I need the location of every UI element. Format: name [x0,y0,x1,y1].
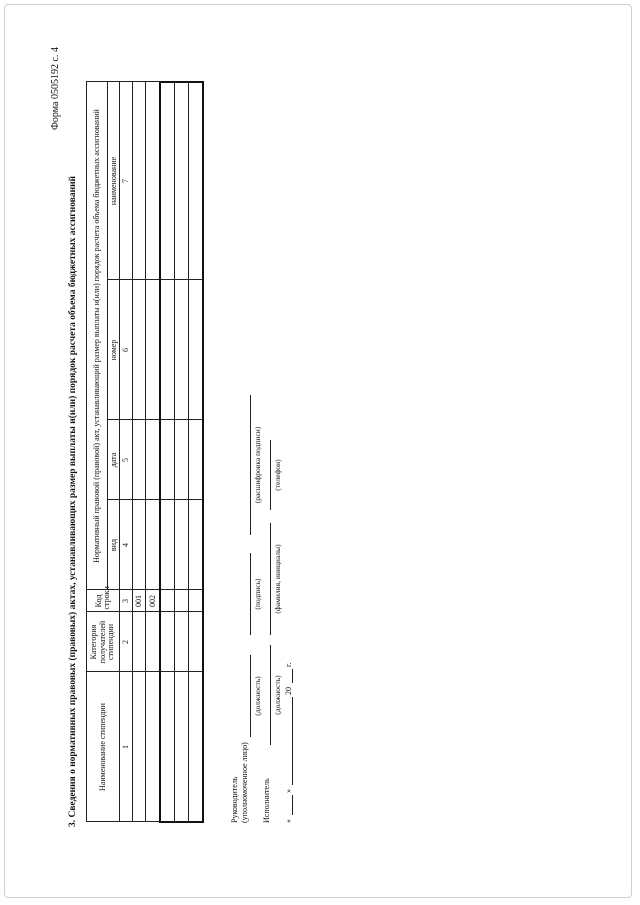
head-decoding-line[interactable] [250,395,251,535]
column-number: 3 [120,590,133,612]
head-label: Руководитель [230,776,239,823]
cell-code: 001 [132,590,146,612]
header-name: Наименование стипендии [87,672,120,822]
executor-phone-line[interactable] [270,440,271,510]
cell-code: 002 [146,590,160,612]
column-number: 1 [120,672,133,822]
cell-kind[interactable] [175,500,189,590]
cell-name[interactable] [132,672,146,822]
head-position-line[interactable] [250,655,251,737]
column-number: 5 [120,420,133,500]
cell-category[interactable] [132,612,146,672]
cell-title[interactable] [189,82,203,280]
table-row [175,82,189,822]
table-row [146,82,160,822]
cell-title[interactable] [132,82,146,280]
cell-code [160,590,174,612]
executor-label: Исполнитель [262,778,271,823]
cell-date[interactable] [160,420,174,500]
header-category: Категория получателей стипендии [87,612,120,672]
executor-position-line[interactable] [270,645,271,745]
cell-title[interactable] [160,82,174,280]
cell-kind[interactable] [146,500,160,590]
cell-name[interactable] [160,672,174,822]
executor-phone-caption: (телефон) [273,459,282,491]
date-year-prefix: 20 [284,687,293,695]
head-signature-caption: (подпись) [253,578,262,610]
cell-date[interactable] [189,420,203,500]
cell-number[interactable] [146,280,160,420]
cell-date[interactable] [146,420,160,500]
header-title: наименование [108,82,120,280]
form-reference: Форма 0505192 с. 4 [50,47,61,130]
cell-category[interactable] [189,612,203,672]
column-number: 7 [120,82,133,280]
cell-number[interactable] [132,280,146,420]
cell-kind[interactable] [189,500,203,590]
date-year-line[interactable] [292,669,293,683]
date-year-suffix: г. [284,662,293,667]
cell-category[interactable] [175,612,189,672]
table-row [160,82,174,822]
cell-code [175,590,189,612]
executor-position-caption: (должность) [273,675,282,715]
cell-kind[interactable] [160,500,174,590]
header-row [87,82,108,822]
cell-category[interactable] [160,612,174,672]
header-kind: вид [108,500,120,590]
cell-title[interactable] [146,82,160,280]
column-numbers-row [120,82,133,822]
date-quote-open: « [284,819,293,823]
section-title: 3. Сведения о нормативных правовых (правовых) актах, устанавливающих размер выплаты и(или) порядок расчета объема бюджетных ассигнований [68,175,78,827]
header-date: дата [108,420,120,500]
cell-name[interactable] [175,672,189,822]
cell-kind[interactable] [132,500,146,590]
head-position-caption: (должность) [253,676,262,716]
column-number: 6 [120,280,133,420]
cell-name[interactable] [146,672,160,822]
executor-fio-caption: (фамилия, инициалы) [273,544,282,614]
header-code: Код строки [87,590,120,612]
cell-code [189,590,203,612]
header-number: номер [108,280,120,420]
executor-fio-line[interactable] [270,523,271,635]
cell-name[interactable] [189,672,203,822]
column-number: 2 [120,612,133,672]
column-number: 4 [120,500,133,590]
cell-date[interactable] [175,420,189,500]
table-row [132,82,146,822]
table-row [189,82,203,822]
cell-number[interactable] [189,280,203,420]
cell-category[interactable] [146,612,160,672]
date-quote-close: » [284,789,293,793]
header-act: Нормативный правовой (правовой) акт, устанавливающий размер выплаты и(или) порядок расчета объема бюджетных ассигнований [87,82,108,590]
cell-number[interactable] [160,280,174,420]
date-month-line[interactable] [292,697,293,785]
acts-table [86,81,204,823]
cell-number[interactable] [175,280,189,420]
head-label-sub: (уполномоченное лицо) [240,742,249,823]
head-decoding-caption: (расшифровка подписи) [253,426,262,504]
date-day-line[interactable] [292,795,293,815]
head-signature-line[interactable] [250,553,251,635]
cell-date[interactable] [132,420,146,500]
cell-title[interactable] [175,82,189,280]
